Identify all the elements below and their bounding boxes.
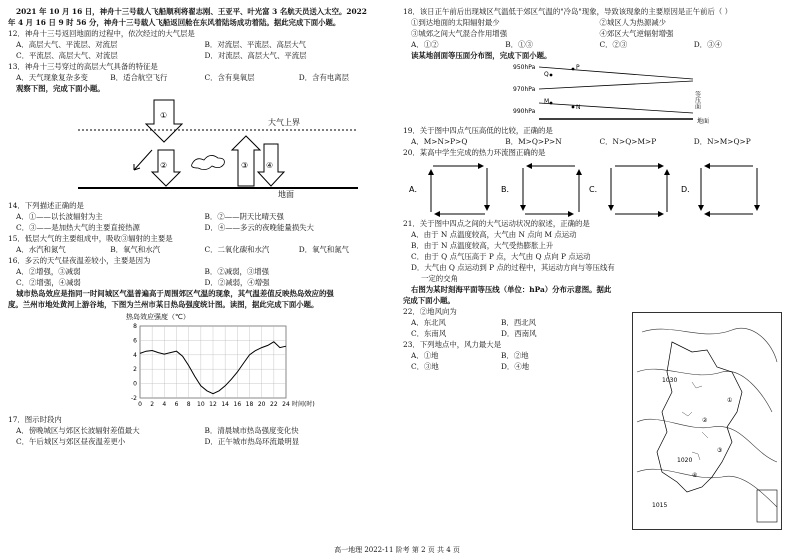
atmosphere-top-label: 大气上界 <box>268 118 300 127</box>
circulation-options-diagram <box>403 158 788 218</box>
isobar-ground-label: 地面 <box>697 118 710 125</box>
q23-options-row2 <box>403 361 591 372</box>
intro-paragraph-4: 城市热岛效应是指同一时间城区气温普遍高于周围郊区气温的现象，其气温差值反映热岛效应的强 <box>16 289 334 298</box>
question-20: 20．某高中学生完成的热力环流图正确的是 <box>403 148 546 157</box>
q13-option-a[interactable]: A．天气现象复杂多变 <box>16 73 88 82</box>
isobar-950-line <box>539 67 693 79</box>
q21-option-d-cont: 一定的交角 <box>421 274 458 283</box>
q15-option-d[interactable]: D．氧气和氮气 <box>298 245 350 254</box>
left-column <box>8 6 393 447</box>
y-tick-label: 8 <box>133 323 137 330</box>
isobar-intro: 读某地剖面等压面分布图，完成下面小题。 <box>411 51 552 60</box>
x-tick-label: 12 <box>209 401 217 408</box>
map-place-4: ④ <box>692 472 698 479</box>
q12-option-c[interactable]: C．平流层、高层大气、对流层 <box>16 51 118 60</box>
question-16: 16．多云的天气昼夜温差较小，主要是因为 <box>8 256 151 265</box>
question-23: 23．下列地点中，风力最大是 <box>403 340 502 349</box>
question-12: 12．神舟十三号返回地面的过程中，依次经过的大气层是 <box>8 29 195 38</box>
svg-text:A．: A． <box>409 185 423 194</box>
x-tick-label: 4 <box>162 401 167 408</box>
q18-option-a[interactable]: A．①② <box>411 40 439 49</box>
x-axis-title: 时间(时) <box>292 401 315 408</box>
circulation-option-b[interactable] <box>501 166 579 214</box>
x-tick-label: 24 <box>282 401 290 408</box>
point-q <box>550 74 553 77</box>
x-tick-label: 16 <box>233 401 242 408</box>
q16-option-a[interactable]: A．②增强，③减弱 <box>16 267 81 276</box>
heat-island-chart <box>118 310 318 414</box>
isobar-level-990: 990hPa <box>513 108 536 115</box>
arrow-2-label: ② <box>160 161 168 170</box>
q21-option-b[interactable]: B．由于 N 点温度较高，大气受热膨胀上升 <box>411 241 554 250</box>
map-label-1030: 1030 <box>662 377 678 384</box>
point-m <box>550 102 553 105</box>
x-tick-label: 0 <box>138 401 142 408</box>
q22-option-d[interactable]: D．西南风 <box>501 329 537 338</box>
q17-option-d[interactable]: D．正午城市热岛环流最明显 <box>204 437 300 446</box>
q16-option-d[interactable]: D．②减弱，④增强 <box>204 278 270 287</box>
q21-option-a[interactable]: A．由于 N 点温度较高，大气由 N 点向 M 点运动 <box>411 230 577 239</box>
ground-label: 地面 <box>278 190 294 199</box>
q13-options <box>8 72 393 83</box>
intro-paragraph-5: 度。兰州市地处黄河上游谷地，下图为兰州市某日热岛强度统计图。读图，据此完成下面小题。 <box>8 300 319 309</box>
q12-options-row2 <box>8 50 393 61</box>
point-q-label: Q <box>544 71 549 78</box>
q23-option-a[interactable]: A．①地 <box>411 351 439 360</box>
q14-option-c[interactable]: C．③——是加热大气的主要直接热源 <box>16 223 140 232</box>
q14-option-d[interactable]: D．④——多云的夜晚能量损失大 <box>204 223 314 232</box>
q14-option-b[interactable]: B．②——阴天比晴天强 <box>204 212 284 221</box>
map-place-3: ③ <box>717 447 723 454</box>
x-tick-label: 8 <box>186 401 191 408</box>
q22-options-row2 <box>403 328 591 339</box>
y-tick-label: -2 <box>131 395 137 402</box>
q18-option-b[interactable]: B．①③ <box>505 40 533 49</box>
y-tick-label: 0 <box>133 380 137 388</box>
x-tick-label: 10 <box>197 401 205 408</box>
map-place-1: ① <box>727 397 733 404</box>
q16-options-row2 <box>8 277 393 288</box>
q19-option-c[interactable]: C．N>Q>M>P <box>599 137 657 146</box>
cloud-icon <box>192 155 225 169</box>
q23-option-d[interactable]: D．④地 <box>501 362 530 371</box>
intro-paragraph-3: 观察下图，完成下面小题。 <box>16 84 105 93</box>
x-tick-label: 18 <box>245 401 254 408</box>
q17-option-a[interactable]: A．傍晚城区与郊区长波辐射差值最大 <box>16 426 140 435</box>
isobar-level-970: 970hPa <box>513 86 536 93</box>
q18-items-row1 <box>403 17 788 28</box>
isobar-990-line <box>539 103 693 113</box>
isobar-section-diagram <box>513 61 773 125</box>
q22-options-row1 <box>403 317 591 328</box>
x-tick-label: 14 <box>221 401 229 408</box>
point-m-label: M <box>544 98 550 105</box>
q12-option-b[interactable]: B．对流层、平流层、高层大气 <box>204 40 307 49</box>
question-18: 18．该日正午前后出现城区气温低于郊区气温的"冷岛"现象，导致该现象的主要原因是正午前后（ ） <box>403 7 732 16</box>
point-p-label: P <box>576 64 580 71</box>
reflection-arrow <box>134 150 152 170</box>
point-n <box>572 106 575 109</box>
question-14: 14．下列描述正确的是 <box>8 201 84 210</box>
q13-option-b[interactable]: B．适合航空飞行 <box>110 73 168 82</box>
q12-option-a[interactable]: A．高层大气、平流层、对流层 <box>16 40 118 49</box>
q18-item-2: ②城区人为热源减少 <box>599 18 667 27</box>
q14-options-row1 <box>8 211 393 222</box>
x-tick-label: 2 <box>150 401 155 408</box>
arrow-3-label: ③ <box>241 161 249 170</box>
question-15: 15．低层大气的主要组成中，吸收③辐射的主要是 <box>8 234 173 243</box>
q18-item-3: ③城郊之间大气混合作用增强 <box>411 29 508 38</box>
svg-text:B．: B． <box>501 185 515 194</box>
q19-options <box>403 136 788 147</box>
q16-options-row1 <box>8 266 393 277</box>
q17-option-c[interactable]: C．午后城区与郊区昼夜温差更小 <box>16 437 126 446</box>
x-tick-label: 22 <box>270 401 278 408</box>
q18-option-d[interactable]: D．③④ <box>693 40 722 49</box>
q13-option-d[interactable]: D．含有电离层 <box>298 73 350 82</box>
map-label-1020: 1020 <box>677 457 693 464</box>
q21-option-d[interactable]: D．大气由 Q 点运动到 P 点的过程中，其运动方向与等压线有 <box>411 263 615 272</box>
q15-option-a[interactable]: A．水汽和氮气 <box>16 245 66 254</box>
isobar-970-line <box>539 81 693 89</box>
arrow-1-label: ① <box>160 111 168 120</box>
q16-option-b[interactable]: B．②减弱，③增强 <box>204 267 270 276</box>
q15-option-c[interactable]: C．二氧化碳和水汽 <box>204 245 270 254</box>
arrow-1-solar <box>146 100 182 142</box>
circulation-option-d[interactable] <box>681 166 757 214</box>
circulation-option-a[interactable] <box>409 166 487 214</box>
q17-option-b[interactable]: B．清晨城市热岛强度变化快 <box>204 426 299 435</box>
isobaric-surface-label: 等压面 <box>693 91 701 109</box>
map-intro-1: 右图为某时刻海平面等压线（单位：hPa）分布示意图。据此 <box>411 285 612 294</box>
q18-option-c[interactable]: C．②③ <box>599 40 628 49</box>
q19-option-a[interactable]: A．M>N>P>Q <box>411 137 468 146</box>
x-tick-label: 20 <box>257 401 266 408</box>
question-22: 22．②地风向为 <box>403 307 457 316</box>
x-tick-label: 6 <box>174 401 179 408</box>
q12-options-row1 <box>8 39 393 50</box>
question-13: 13．神舟十三号穿过的高层大气具备的特征是 <box>8 62 158 71</box>
svg-text:D．: D． <box>681 185 696 194</box>
circulation-option-c[interactable] <box>589 166 667 214</box>
q17-options-row2 <box>8 436 393 447</box>
q14-option-a[interactable]: A．①——以长波辐射为主 <box>16 212 103 221</box>
y-tick-label: 2 <box>133 366 137 374</box>
q22-option-b[interactable]: B．西北风 <box>501 318 536 327</box>
q22-option-c[interactable]: C．东南风 <box>411 329 447 338</box>
q22-option-a[interactable]: A．东北风 <box>411 318 446 327</box>
atmosphere-radiation-diagram <box>68 94 368 200</box>
q21-option-c[interactable]: C．由于 Q 点气压高于 P 点，大气由 Q 点向 P 点运动 <box>411 252 591 261</box>
q19-option-b[interactable]: B．M>Q>P>N <box>505 137 562 146</box>
intro-paragraph-1: 2021 年 10 月 16 日，神舟十三号载人飞船顺利将翟志刚、王亚平、叶光富 3 名航天员送入太空。2022 <box>16 7 367 16</box>
question-19: 19．关于图中四点气压高低的比较，正确的是 <box>403 126 553 135</box>
y-tick-label: 4 <box>133 351 137 359</box>
q14-options-row2 <box>8 222 393 233</box>
question-21: 21．关于图中四点之间的大气运动状况的叙述，正确的是 <box>403 219 590 228</box>
question-17: 17．图示时段内 <box>8 415 62 424</box>
q18-items-row2 <box>403 28 788 39</box>
q15-options <box>8 244 393 255</box>
q18-item-4: ④郊区大气逆辐射增强 <box>599 29 674 38</box>
map-place-2: ② <box>702 417 708 424</box>
q12-option-d[interactable]: D．对流层、高层大气、平流层 <box>204 51 307 60</box>
q23-options-row1 <box>403 350 591 361</box>
q23-option-b[interactable]: B．②地 <box>501 351 529 360</box>
arrow-4-label: ④ <box>266 161 274 170</box>
q15-option-b[interactable]: B．氧气和水汽 <box>110 245 161 254</box>
map-intro-2: 完成下面小题。 <box>403 296 455 305</box>
svg-text:C．: C． <box>589 185 603 194</box>
q18-options <box>403 39 788 50</box>
q23-option-c[interactable]: C．③地 <box>411 362 439 371</box>
q17-options-row1 <box>8 425 393 436</box>
isobar-level-950: 950hPa <box>513 64 536 71</box>
intro-paragraph-1b: 年 4 月 16 日 9 时 56 分，神舟十三号载人飞船返回舱在东风着陆场成功着陆。据此完成下面小题。 <box>8 18 341 27</box>
q19-option-d[interactable]: D．N>M>Q>P <box>693 137 751 146</box>
point-n-label: N <box>576 104 581 111</box>
q16-option-c[interactable]: C．②增强，④减弱 <box>16 278 81 287</box>
q13-option-c[interactable]: C．含有臭氧层 <box>204 73 255 82</box>
sea-level-pressure-map <box>632 312 782 530</box>
page-footer: 高一地理 2022-11 阶考 第 2 页 共 4 页 <box>334 546 460 554</box>
chart-title: 热岛效应强度（℃） <box>126 313 190 321</box>
q18-item-1: ①到达地面的太阳辐射最少 <box>411 18 500 27</box>
map-label-1015: 1015 <box>652 502 668 509</box>
point-p <box>572 68 575 71</box>
y-tick-label: 6 <box>133 337 137 345</box>
